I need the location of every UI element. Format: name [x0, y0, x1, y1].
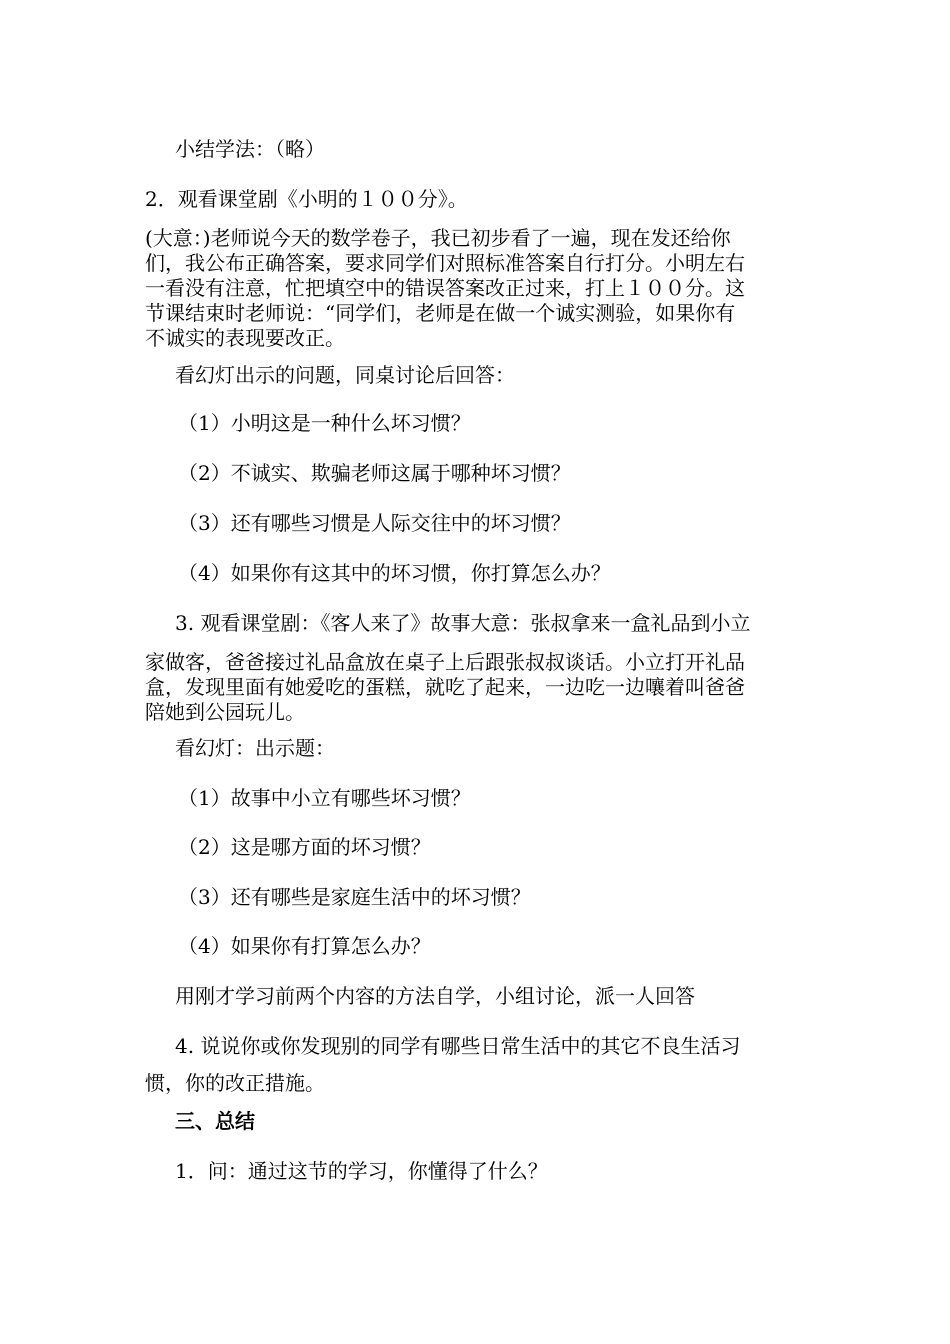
- item3-story-line: 陪她到公园玩儿。: [145, 700, 305, 724]
- item3-question-4: （4）如果你有打算怎么办？: [178, 934, 431, 958]
- item2-story-paragraph: [145, 226, 815, 351]
- item2-heading: 2．观看课堂剧《小明的１００分》。: [145, 187, 468, 211]
- item2-question-4: （4）如果你有这其中的坏习惯，你打算怎么办？: [178, 561, 611, 585]
- item3-prompt: 看幻灯：出示题：: [175, 736, 335, 760]
- item2-story-line: 们，我公布正确答案，要求同学们对照标准答案自行打分。小明左右: [145, 251, 745, 275]
- item2-question-3: （3）还有哪些习惯是人际交往中的坏习惯？: [178, 511, 571, 535]
- item3-first-line: 3. 观看课堂剧：《客人来了》故事大意：张叔拿来一盒礼品到小立: [175, 611, 751, 635]
- item2-story-line: 不诚实的表现要改正。: [145, 326, 345, 350]
- item2-story-line: 一看没有注意，忙把填空中的错误答案改正过来，打上１００分。这: [145, 276, 745, 300]
- item2-question-1: （1）小明这是一种什么坏习惯？: [178, 411, 471, 435]
- item2-story-line: 节课结束时老师说：“同学们，老师是在做一个诚实测验，如果你有: [145, 301, 736, 325]
- item3-story-line: 家做客，爸爸接过礼品盒放在桌子上后跟张叔叔谈话。小立打开礼品: [145, 650, 745, 674]
- item2-question-2: （2）不诚实、欺骗老师这属于哪种坏习惯？: [178, 461, 571, 485]
- self-study-line: 用刚才学习前两个内容的方法自学，小组讨论，派一人回答: [175, 984, 695, 1008]
- item3-story-line: 盒，发现里面有她爱吃的蛋糕，就吃了起来，一边吃一边嚷着叫爸爸: [145, 675, 745, 699]
- item2-story-line: (大意：)老师说今天的数学卷子，我已初步看了一遍，现在发还给你: [145, 226, 731, 250]
- item3-question-1: （1）故事中小立有哪些坏习惯？: [178, 786, 471, 810]
- item4-line-1: 4. 说说你或你发现别的同学有哪些日常生活中的其它不良生活习: [175, 1034, 741, 1058]
- section3-heading: 三、总结: [175, 1109, 255, 1133]
- item4-line-2: 惯，你的改正措施。: [145, 1071, 325, 1095]
- summary-method-line: 小结学法：（略）: [175, 137, 325, 161]
- summary-question-1: 1．问：通过这节的学习，你懂得了什么？: [175, 1159, 548, 1183]
- item2-prompt: 看幻灯出示的问题，同桌讨论后回答：: [175, 363, 515, 387]
- item3-story-paragraph: [145, 650, 815, 725]
- item3-question-3: （3）还有哪些是家庭生活中的坏习惯？: [178, 885, 531, 909]
- item3-question-2: （2）这是哪方面的坏习惯？: [178, 835, 431, 859]
